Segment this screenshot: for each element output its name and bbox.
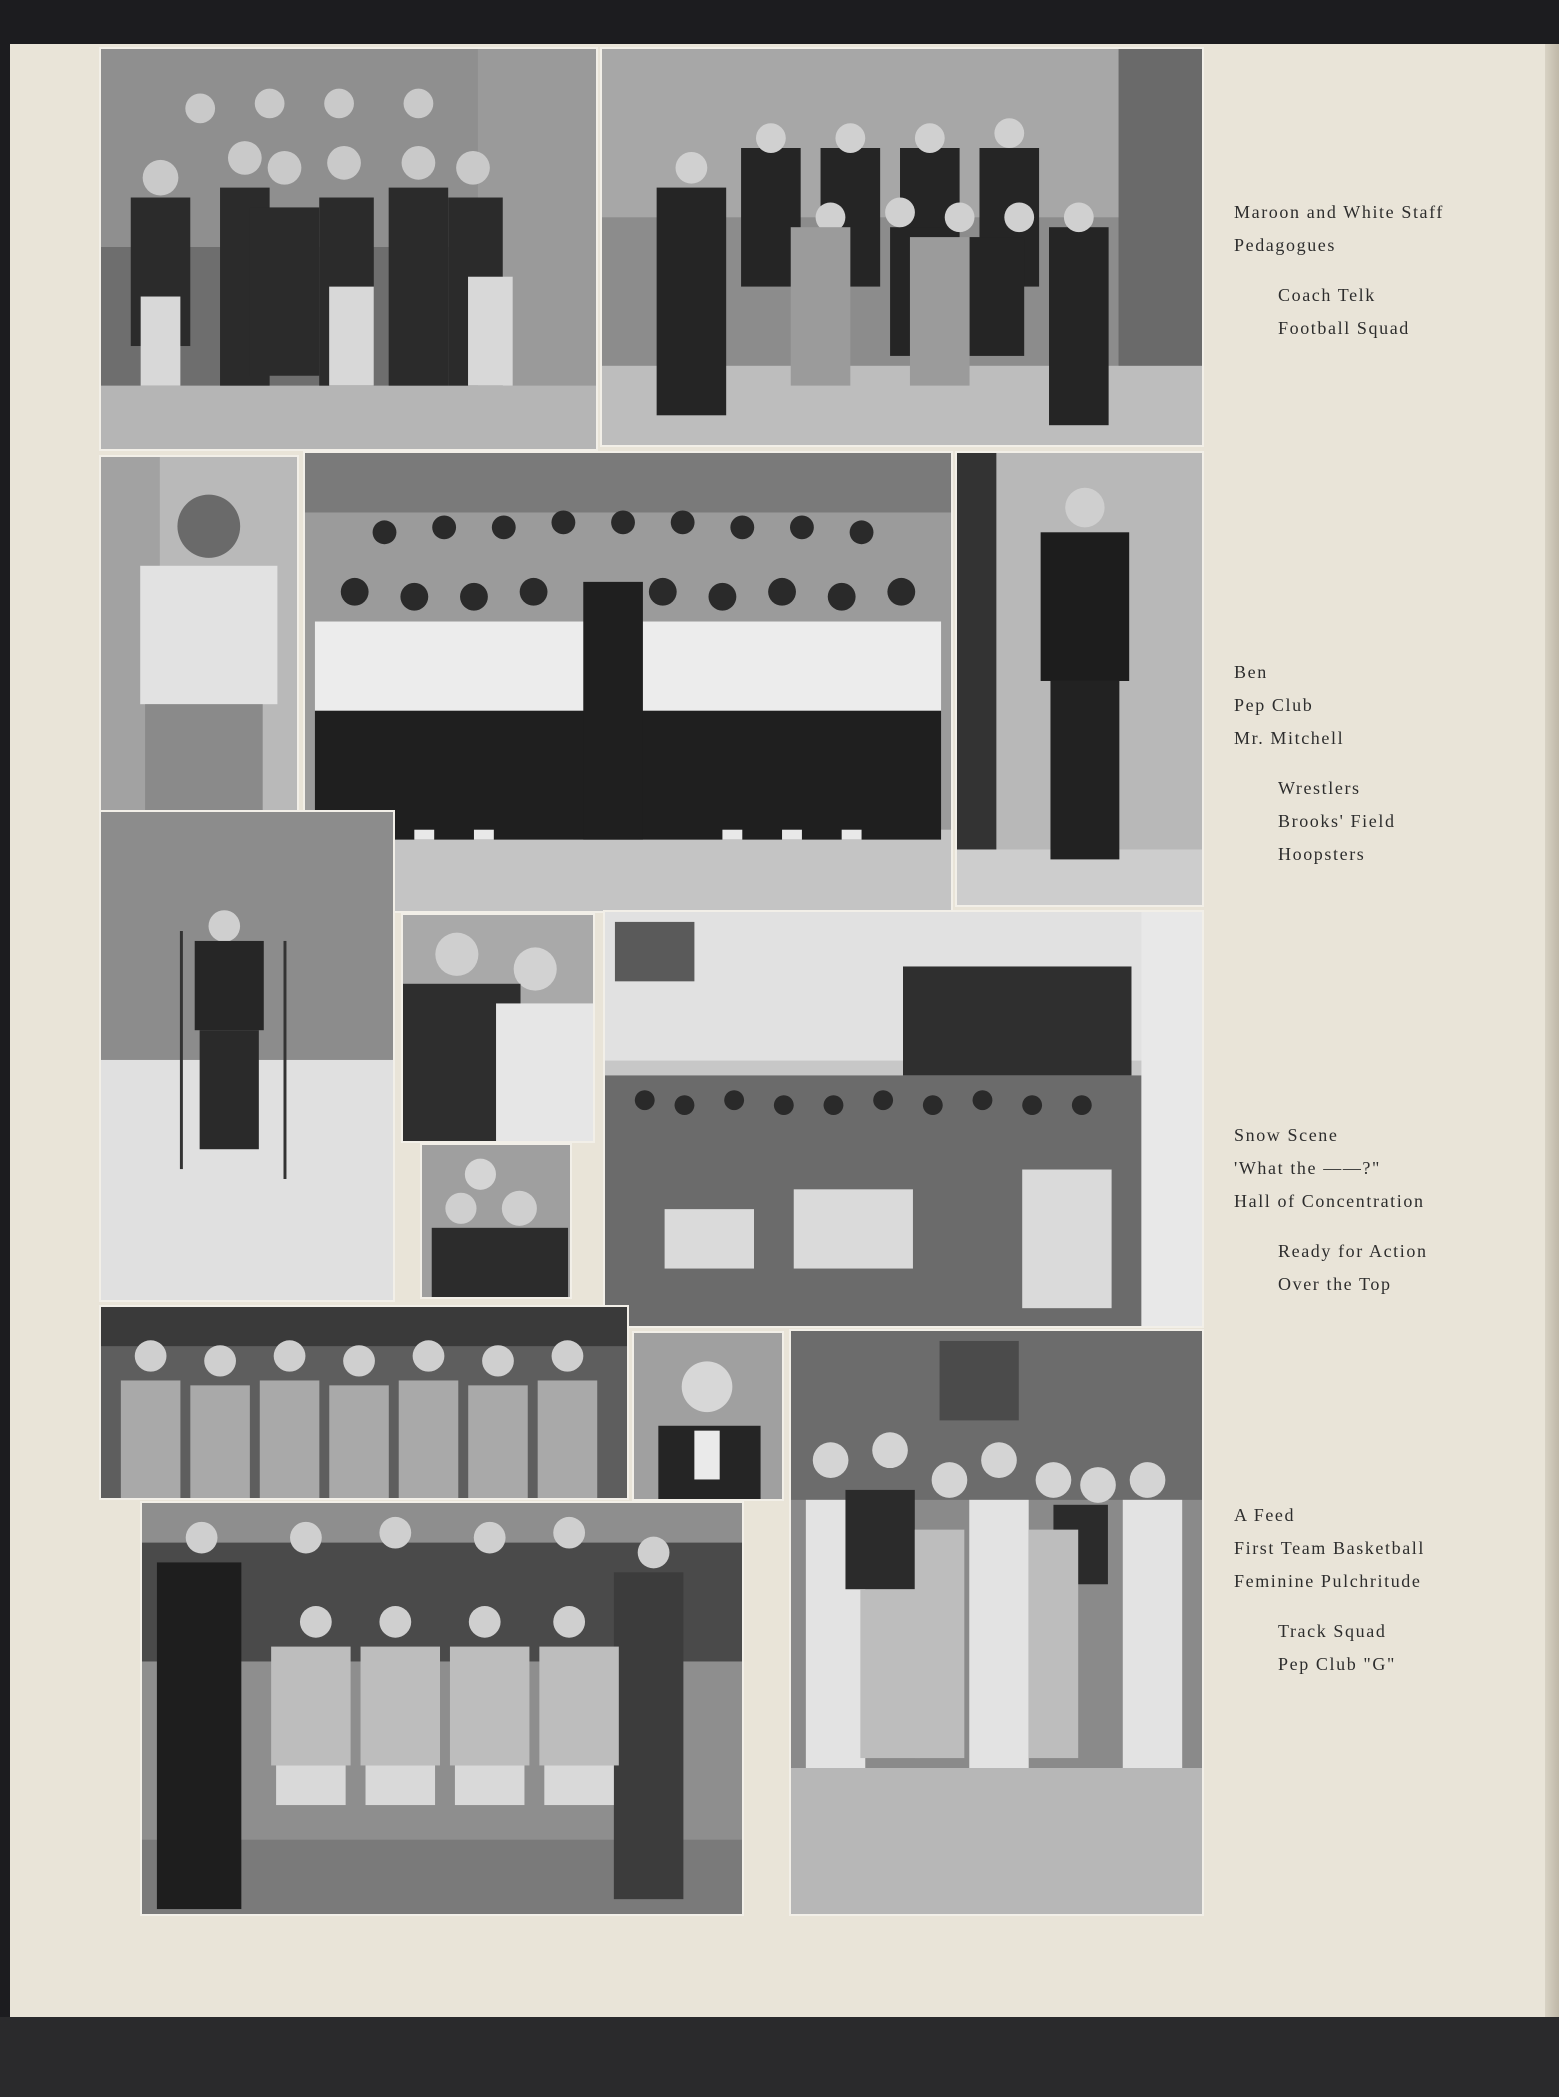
- caption-group-3: [1234, 1119, 1428, 1301]
- photo-pedagogues: [600, 47, 1204, 447]
- photo-ben: [99, 455, 299, 812]
- scan-background: [0, 2017, 1559, 2097]
- caption: Football Squad: [1278, 318, 1410, 338]
- caption-group-1: [1234, 196, 1444, 345]
- caption: Pep Club: [1234, 695, 1314, 715]
- caption: Feminine Pulchritude: [1234, 1571, 1422, 1591]
- caption: Maroon and White Staff: [1234, 202, 1444, 222]
- caption: Track Squad: [1278, 1621, 1387, 1641]
- caption: Hall of Concentration: [1234, 1191, 1425, 1211]
- caption: Coach Telk: [1278, 285, 1376, 305]
- photo-a-feed: [99, 1305, 629, 1500]
- caption: Ready for Action: [1278, 1241, 1428, 1261]
- caption: Snow Scene: [1234, 1125, 1339, 1145]
- caption: 'What the ——?": [1234, 1158, 1381, 1178]
- photo-snow-scene: [99, 810, 395, 1302]
- photo-first-team-basketball: [140, 1501, 744, 1916]
- caption: Brooks' Field: [1278, 811, 1396, 831]
- caption: A Feed: [1234, 1505, 1296, 1525]
- caption: Pedagogues: [1234, 235, 1336, 255]
- caption: Hoopsters: [1278, 844, 1366, 864]
- photo-what-the: [401, 913, 595, 1143]
- caption-group-2: [1234, 656, 1396, 871]
- caption: Mr. Mitchell: [1234, 728, 1345, 748]
- caption: First Team Basketball: [1234, 1538, 1425, 1558]
- photo-what-the-inset: [420, 1143, 572, 1299]
- caption: Over the Top: [1278, 1274, 1392, 1294]
- caption-group-4: [1234, 1499, 1425, 1681]
- photo-pep-club: [303, 451, 953, 913]
- photo-mr-mitchell: [955, 451, 1204, 907]
- caption: Ben: [1234, 662, 1268, 682]
- photo-hall-of-concentration: [603, 910, 1204, 1328]
- photo-ready-for-action: [632, 1331, 784, 1501]
- photo-maroon-and-white-staff: [99, 47, 598, 451]
- page-edge: [1545, 44, 1559, 2017]
- caption: Wrestlers: [1278, 778, 1361, 798]
- caption: Pep Club "G": [1278, 1654, 1396, 1674]
- photo-feminine-pulchritude: [789, 1329, 1204, 1916]
